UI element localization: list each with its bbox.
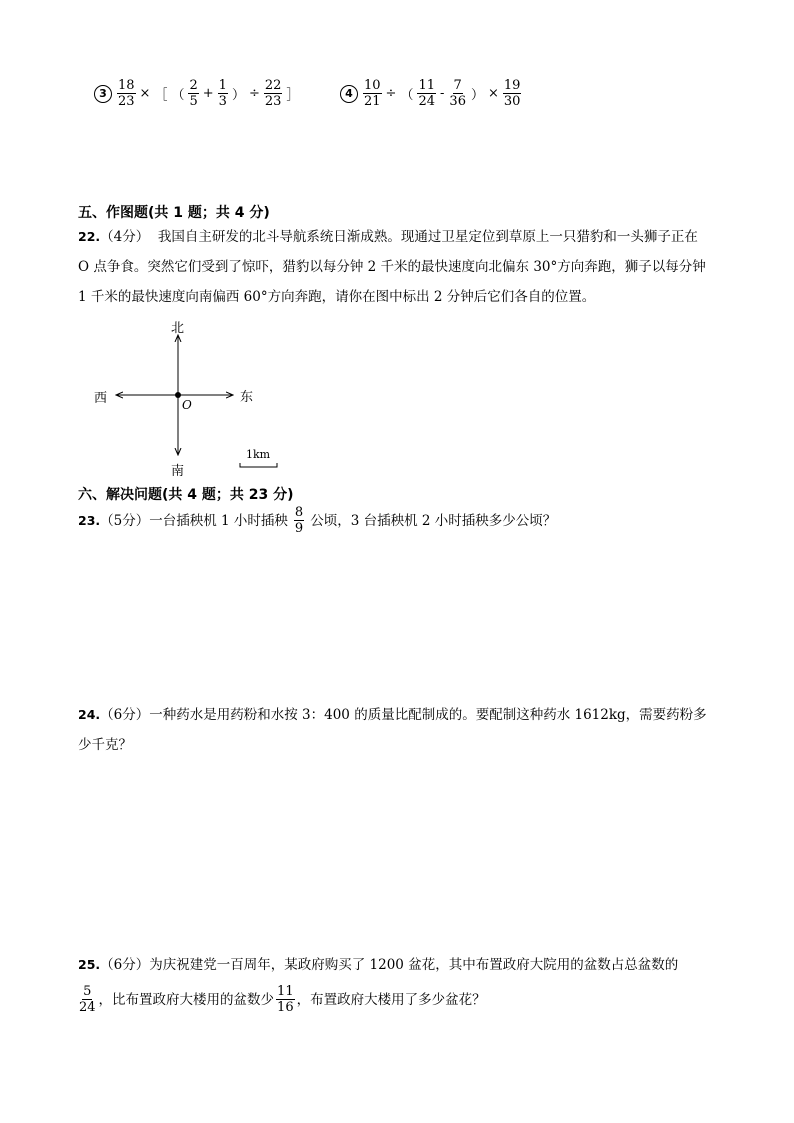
circled-number-3: 3 [94,85,112,103]
fraction-22-23: $\frac{22}{23}$ [264,78,282,109]
question-score: （6分） [100,957,150,973]
south-label: 南 [171,464,185,479]
question-text: O 点争食。突然它们受到了惊吓，猎豹以每分钟 2 千米的最快速度向北偏东 30°方向奔跑，狮子以每分钟 [78,259,706,275]
question-24 [78,700,707,760]
question-text: 1 千米的最快速度向南偏西 60°方向奔跑，请你在图中标出 2 分钟后它们各自的位置。 [78,289,596,305]
fraction-10-21: $\frac{10}{21}$ [364,78,381,109]
origin-label: O [182,398,192,412]
fraction-7-36: $\frac{7}{36}$ [449,78,466,109]
fraction-5-24: $\frac{5}{24}$ [79,984,96,1015]
expression-4: 4 $\frac{10}{21}$ ÷ （ $\frac{11}{24}$ - $\frac{7}{36}$ ） × $\frac{19}{30}$ [340,78,523,109]
question-score: （5分） [100,512,150,529]
question-text: 公顷，3 台插秧机 2 小时插秧多少公顷？ [310,512,557,529]
west-label: 西 [94,391,108,406]
question-number: 23. [78,512,101,528]
question-23 [78,505,556,536]
section-6-heading: 六、解决问题(共 4 题；共 23 分) [78,487,294,503]
scale-label: 1km [246,448,271,461]
origin-point [175,392,181,398]
fraction-11-24: $\frac{11}{24}$ [418,78,436,109]
east-label: 东 [240,390,254,405]
question-text: ，布置政府大楼用了多少盆花？ [296,991,486,1008]
fraction-18-23: $\frac{18}{23}$ [118,78,135,109]
compass-diagram [90,315,300,480]
question-number: 25. [78,957,101,972]
question-22 [78,222,706,312]
question-text: 为庆祝建党一百周年，某政府购买了 1200 盆花，其中布置政府大院用的盆数占总盆数的 [149,957,679,973]
question-25 [78,950,678,1015]
section-5-heading: 五、作图题(共 1 题；共 4 分) [78,205,270,221]
question-score: （6分） [100,707,150,723]
circled-number-4: 4 [340,85,358,103]
question-text: 少千克？ [78,737,132,753]
question-number: 24. [78,707,101,722]
scale-bar [240,463,277,467]
expression-3: 3 $\frac{18}{23}$ × ［ （ $\frac{2}{5}$ + $\frac{1}{3}$ ） ÷ $\frac{22}{23}$ ］ [94,78,301,109]
fraction-8-9: $\frac{8}{9}$ [294,505,304,536]
question-text: 我国自主研发的北斗导航系统日渐成熟。现通过卫星定位到草原上一只猎豹和一头狮子正在 [157,229,698,245]
question-score: （4分） [100,229,150,245]
question-text: 一台插秧机 1 小时插秧 [149,512,288,529]
fraction-2-5: $\frac{2}{5}$ [189,78,198,109]
north-label: 北 [171,321,185,336]
fraction-11-16: $\frac{11}{16}$ [277,984,294,1015]
question-text: 一种药水是用药粉和水按 3：400 的质量比配制成的。要配制这种药水 1612kg，需要药粉多 [149,707,707,723]
question-text: ，比布置政府大楼用的盆数少 [98,991,275,1008]
fraction-1-3: $\frac{1}{3}$ [218,78,227,109]
question-number: 22. [78,229,101,244]
fraction-19-30: $\frac{19}{30}$ [503,78,521,109]
